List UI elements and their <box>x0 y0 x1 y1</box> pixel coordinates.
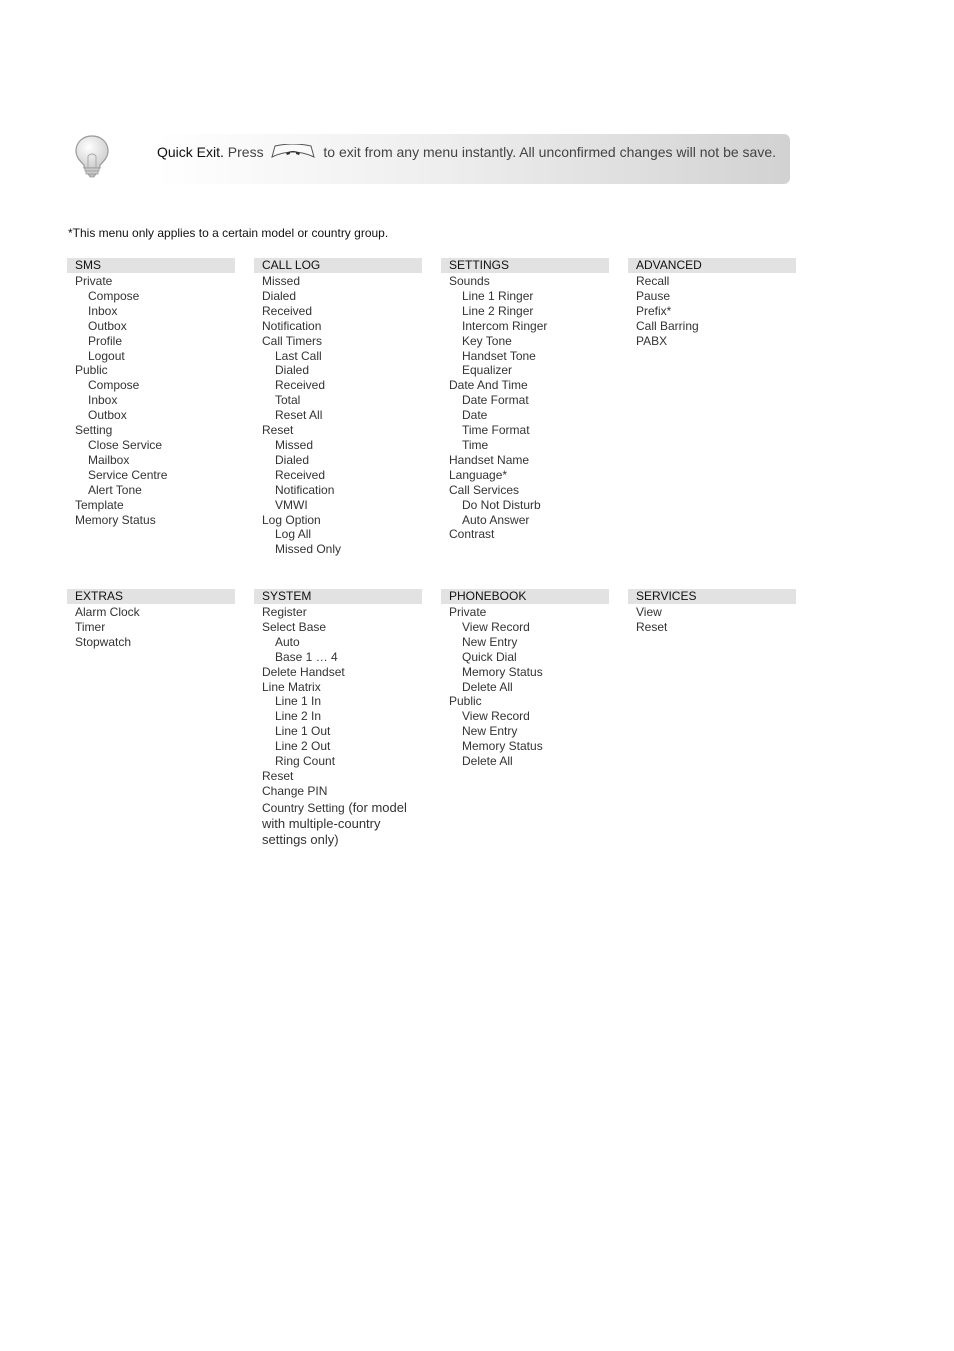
tip-title: Quick Exit. <box>157 144 224 160</box>
menu-item: View <box>636 605 662 619</box>
menu-item: Call Timers <box>262 333 323 348</box>
submenu-item: New Entry <box>462 724 518 739</box>
submenu-item: View Record <box>462 709 530 724</box>
submenu-item: Missed <box>275 437 314 452</box>
menu-item-country-setting <box>254 799 422 848</box>
submenu-item: Compose <box>88 378 140 393</box>
menu-item: Register <box>262 605 307 619</box>
menu-system <box>254 589 422 848</box>
submenu-item: Memory Status <box>462 739 543 754</box>
menu-advanced <box>628 258 796 349</box>
menu-item: Sounds <box>449 274 490 288</box>
menu-item: Public <box>449 694 482 709</box>
menu-item: Language* <box>449 467 508 482</box>
footnote: *This menu only applies to a certain model or country group. <box>68 226 389 240</box>
menu-item: Reset <box>262 423 294 438</box>
submenu-item: Auto Answer <box>462 512 530 527</box>
menu-item: Public <box>75 363 108 378</box>
submenu-item: Line 2 In <box>275 709 322 724</box>
menu-item: Line Matrix <box>262 679 321 694</box>
menu-heading: SYSTEM <box>254 589 422 604</box>
submenu-item: Inbox <box>88 393 118 408</box>
menu-item: Select Base <box>262 619 327 634</box>
lightbulb-icon <box>74 134 110 178</box>
submenu-item: Handset Tone <box>462 348 536 363</box>
submenu-item: Memory Status <box>462 664 543 679</box>
submenu-item: Equalizer <box>462 363 513 378</box>
submenu-item: Auto <box>275 634 300 649</box>
submenu-item: Service Centre <box>88 467 168 482</box>
submenu-item: Received <box>275 378 326 393</box>
menu-heading: PHONEBOOK <box>441 589 609 604</box>
menu-item: Notification <box>262 318 322 333</box>
menu-item: Change PIN <box>262 783 328 798</box>
submenu-item: New Entry <box>462 634 518 649</box>
submenu-item: Line 2 Ringer <box>462 303 534 318</box>
submenu-item: Time Format <box>462 423 530 438</box>
submenu-item: Base 1 … 4 <box>275 649 338 664</box>
submenu-item: Line 2 Out <box>275 739 331 754</box>
menu-heading: SMS <box>67 258 235 273</box>
submenu-item: Inbox <box>88 303 118 318</box>
menu-item: Template <box>75 497 124 512</box>
menu-item: Received <box>262 303 313 318</box>
submenu-item: Line 1 Out <box>275 724 331 739</box>
country-setting-note: (for model with multiple-country settings only) <box>262 799 407 847</box>
menu-item: Contrast <box>449 527 495 542</box>
submenu-item: Delete All <box>462 679 513 694</box>
menu-item: Stopwatch <box>75 634 132 649</box>
menu-item: Setting <box>75 423 113 438</box>
submenu-item: Missed Only <box>275 542 342 557</box>
menu-sms <box>67 258 235 527</box>
menu-heading: SERVICES <box>628 589 796 604</box>
menu-heading: SETTINGS <box>441 258 609 273</box>
menu-heading: ADVANCED <box>628 258 796 273</box>
menu-item: Private <box>449 605 487 619</box>
menu-call-log <box>254 258 422 557</box>
menu-item: Date And Time <box>449 378 528 393</box>
submenu-item: Notification <box>275 482 335 497</box>
submenu-item: Quick Dial <box>462 649 517 664</box>
menu-heading: EXTRAS <box>67 589 235 604</box>
menu-item: Timer <box>75 619 106 634</box>
menu-item: Log Option <box>262 512 321 527</box>
quick-exit-tip <box>157 142 776 162</box>
menu-item: Delete Handset <box>262 664 345 679</box>
menu-item: Missed <box>262 274 301 288</box>
menu-item: PABX <box>636 333 668 348</box>
submenu-item: Dialed <box>275 452 310 467</box>
menu-phonebook <box>441 589 609 769</box>
submenu-item: Date <box>462 408 488 423</box>
submenu-item: Total <box>275 393 301 408</box>
menu-item: Reset <box>262 768 294 783</box>
submenu-item: Outbox <box>88 318 127 333</box>
menu-item: Call Services <box>449 482 520 497</box>
submenu-item: Received <box>275 467 326 482</box>
submenu-item: Outbox <box>88 408 127 423</box>
submenu-item: VMWI <box>275 497 308 512</box>
submenu-item: Intercom Ringer <box>462 318 548 333</box>
submenu-item: Ring Count <box>275 754 336 769</box>
menu-item: Call Barring <box>636 318 699 333</box>
menu-item: Recall <box>636 274 670 288</box>
submenu-item: Date Format <box>462 393 529 408</box>
menu-item: Private <box>75 274 113 288</box>
tip-exit-text: to exit from any menu instantly. All unconfirmed changes will not be save. <box>323 144 777 160</box>
submenu-item: Compose <box>88 288 140 303</box>
menu-item: Handset Name <box>449 452 530 467</box>
submenu-item: Reset All <box>275 408 323 423</box>
submenu-item: Delete All <box>462 754 513 769</box>
menu-item: Memory Status <box>75 512 156 527</box>
submenu-item: Dialed <box>275 363 310 378</box>
submenu-item: Line 1 In <box>275 694 322 709</box>
menu-heading: CALL LOG <box>254 258 422 273</box>
menu-extras <box>67 589 235 650</box>
submenu-item: Mailbox <box>88 452 130 467</box>
submenu-item: View Record <box>462 619 530 634</box>
menu-settings <box>441 258 609 542</box>
submenu-item: Log All <box>275 527 312 542</box>
tip-press-text: Press <box>227 144 264 160</box>
country-setting-label: Country Setting <box>262 800 345 815</box>
submenu-item: Logout <box>88 348 125 363</box>
menu-item: Prefix* <box>636 303 672 318</box>
menu-item: Dialed <box>262 288 297 303</box>
submenu-item: Profile <box>88 333 123 348</box>
menu-services <box>628 589 796 635</box>
submenu-item: Time <box>462 437 489 452</box>
submenu-item: Line 1 Ringer <box>462 288 534 303</box>
submenu-item: Alert Tone <box>88 482 142 497</box>
menu-item: Alarm Clock <box>75 605 140 619</box>
submenu-item: Close Service <box>88 437 163 452</box>
submenu-item: Key Tone <box>462 333 512 348</box>
submenu-item: Last Call <box>275 348 322 363</box>
end-call-key-icon <box>269 144 317 160</box>
menu-item: Pause <box>636 288 671 303</box>
submenu-item: Do Not Disturb <box>462 497 541 512</box>
menu-item: Reset <box>636 619 668 634</box>
